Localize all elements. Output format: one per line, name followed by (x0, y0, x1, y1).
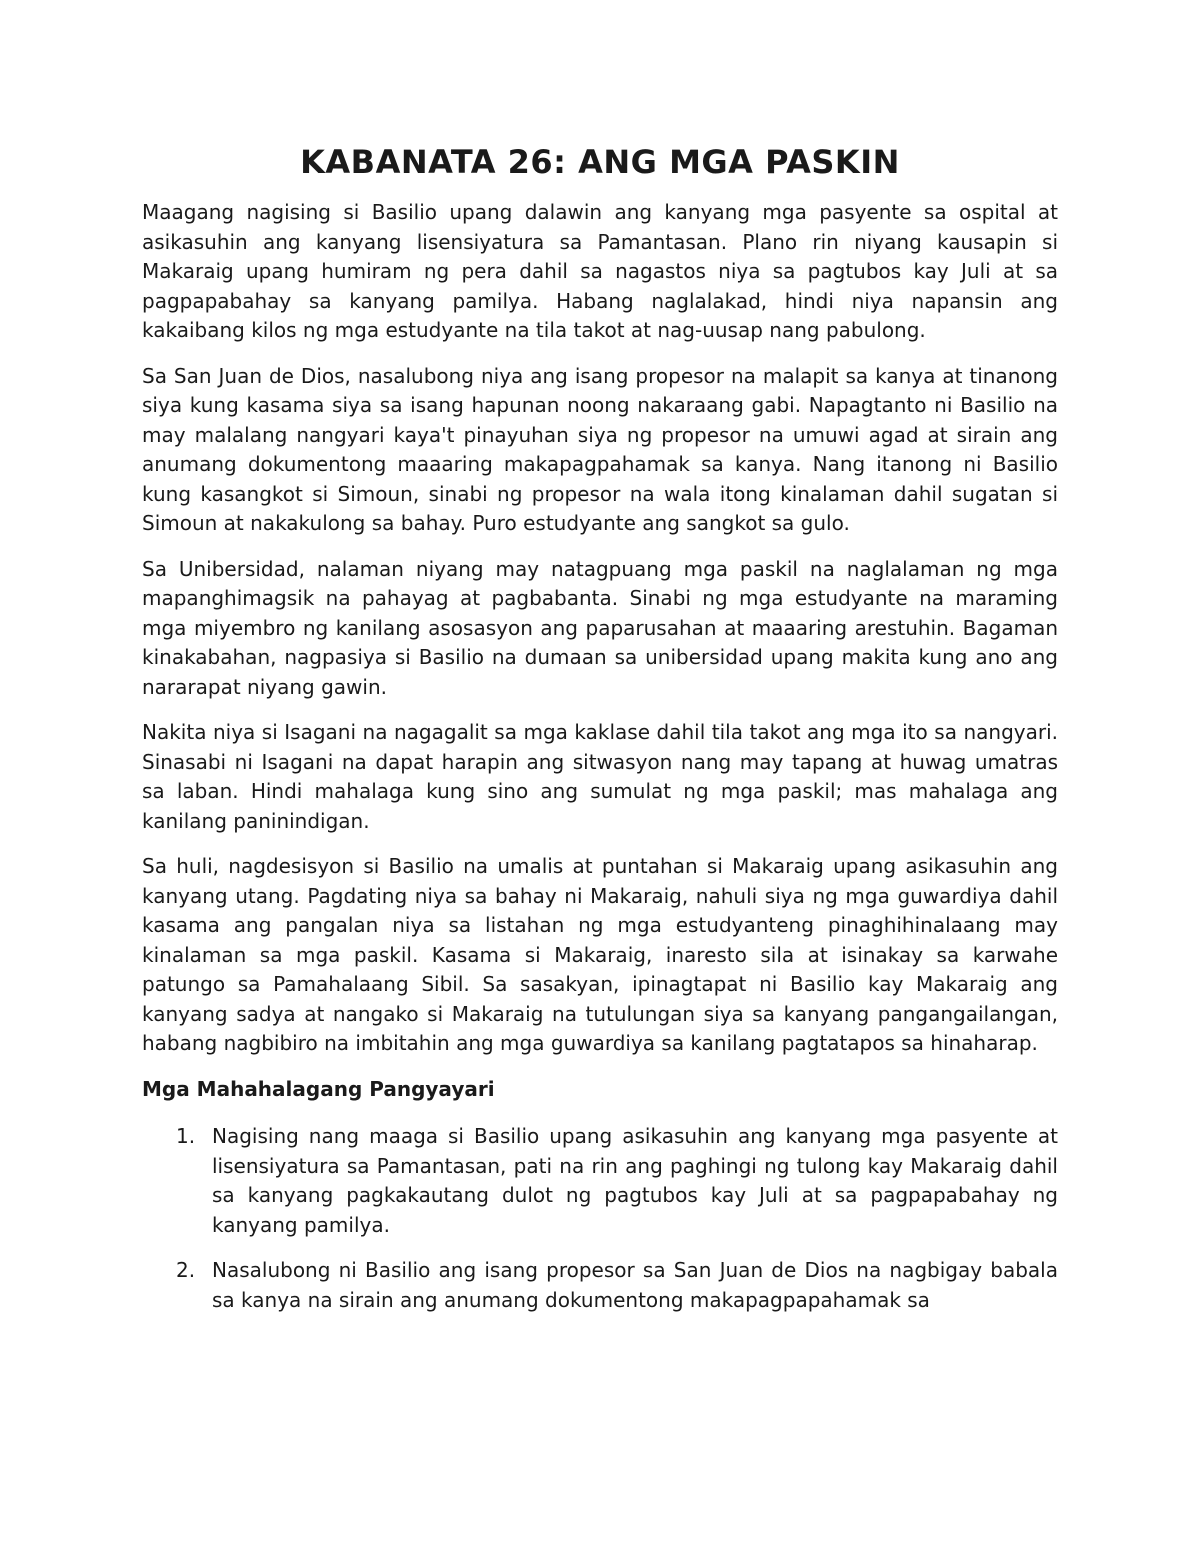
document-page (142, 140, 1058, 1331)
list-item (142, 1256, 1058, 1315)
paragraph-5: Sa huli, nagdesisyon si Basilio na umalis at puntahan si Makaraig upang asikasuhin ang kanyang utang. Pagdating niya sa bahay ni Makaraig, nahuli siya ng mga guwardiya dahil kasama ang pangalan niya sa listahan ng mga estudyanteng pinaghihinalaang may kinalaman sa mga paskil. Kasama si Makaraig, inaresto sila at isinakay sa karwahe patungo sa Pamahalaang Sibil. Sa sasakyan, ipinagtapat ni Basilio kay Makaraig ang kanyang sadya at nangako si Makaraig na tutulungan siya sa kanyang pangangailangan, habang nagbibiro na imbitahin ang mga guwardiya sa kanilang pagtatapos sa hinaharap. (142, 854, 1058, 1055)
paragraph-3: Sa Unibersidad, nalaman niyang may natagpuang mga paskil na naglalaman ng mga mapanghimagsik na pahayag at pagbabanta. Sinabi ng mga estudyante na maraming mga miyembro ng kanilang asosasyon ang paparusahan at maaaring arestuhin. Bagaman kinakabahan, nagpasiya si Basilio na dumaan sa unibersidad upang makita kung ano ang nararapat niyang gawin. (142, 556, 1058, 699)
paragraph-4: Nakita niya si Isagani na nagagalit sa mga kaklase dahil tila takot ang mga ito sa nangyari. Sinasabi ni Isagani na dapat harapin ang sitwasyon nang may tapang at huwag umatras sa laban. Hindi mahalaga kung sino ang sumulat ng mga paskil; mas mahalaga ang kanilang paninindigan. (142, 720, 1058, 833)
document-title: KABANATA 26: ANG MGA PASKIN (300, 143, 900, 181)
events-list (142, 1122, 1058, 1315)
list-item (142, 1122, 1058, 1240)
list-item-text: Nasalubong ni Basilio ang isang propesor sa San Juan de Dios na nagbigay babala sa kanya na sirain ang anumang dokumentong makapagpapahamak sa (212, 1258, 1058, 1312)
section-subheading: Mga Mahahalagang Pangyayari (142, 1076, 495, 1101)
list-item-number: 2. (176, 1258, 196, 1282)
paragraph-1: Maagang nagising si Basilio upang dalawin ang kanyang mga pasyente sa ospital at asikasuhin ang kanyang lisensiyatura sa Pamantasan. Plano rin niyang kausapin si Makaraig upang humiram ng pera dahil sa nagastos niya sa pagtubos kay Juli at sa pagpapabahay sa kanyang pamilya. Habang naglalakad, hindi niya napansin ang kakaibang kilos ng mga estudyante na tila takot at nag-uusap nang pabulong. (142, 200, 1058, 342)
paragraph-2: Sa San Juan de Dios, nasalubong niya ang isang propesor na malapit sa kanya at tinanong siya kung kasama siya sa isang hapunan noong nakaraang gabi. Napagtanto ni Basilio na may malalang nangyari kaya't pinayuhan siya ng propesor na umuwi agad at sirain ang anumang dokumentong maaaring makapagpahamak sa kanya. Nang itanong ni Basilio kung kasangkot si Simoun, sinabi ng propesor na wala itong kinalaman dahil sugatan si Simoun at nakakulong sa bahay. Puro estudyante ang sangkot sa gulo. (142, 363, 1058, 535)
list-item-text: Nagising nang maaga si Basilio upang asikasuhin ang kanyang mga pasyente at lisensiyatura sa Pamantasan, pati na rin ang paghingi ng tulong kay Makaraig dahil sa kanyang pagkakautang dulot ng pagtubos kay Juli at sa pagpapabahay ng kanyang pamilya. (212, 1124, 1058, 1237)
list-item-number: 1. (176, 1124, 196, 1148)
